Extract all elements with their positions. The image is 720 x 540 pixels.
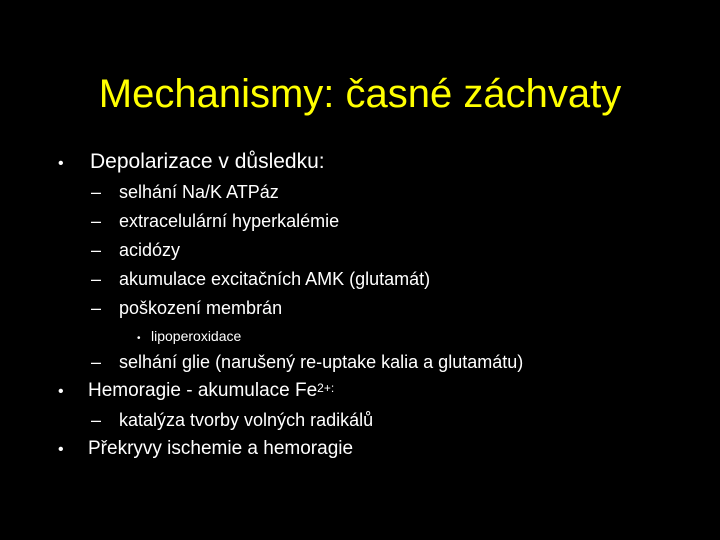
sub-item-text: extracelulární hyperkalémie bbox=[119, 211, 340, 231]
bullet-text-main: Hemoragie - akumulace Fe bbox=[88, 380, 318, 401]
dash-marker: – bbox=[91, 269, 102, 289]
sub-item-text: selhání glie (narušený re-uptake kalia a glutamátu) bbox=[119, 352, 524, 372]
bullet-item-prekryvy bbox=[58, 437, 354, 462]
dash-marker: – bbox=[91, 211, 102, 231]
bullet-item-hemoragie bbox=[58, 379, 335, 404]
sub-sub-item-lipoperoxidace bbox=[137, 327, 242, 348]
slide-title: Mechanismy: časné záchvaty bbox=[98, 72, 622, 116]
dash-marker: – bbox=[91, 298, 102, 318]
dash-marker: – bbox=[91, 352, 102, 372]
bullet-text bbox=[88, 379, 334, 403]
sub-item-hyperkalemie bbox=[91, 209, 340, 233]
sub-item-text: acidózy bbox=[119, 240, 181, 260]
sub-item-text: akumulace excitačních AMK (glutamát) bbox=[119, 269, 431, 289]
sub-item-poskozeni-membran bbox=[91, 296, 283, 320]
sub-item-acidozy bbox=[91, 238, 181, 262]
sub-item-atpaz bbox=[91, 180, 279, 204]
bullet-text: Překryvy ischemie a hemoragie bbox=[88, 438, 354, 459]
bullet-marker: • bbox=[58, 441, 64, 458]
superscript-charge: 2+: bbox=[317, 381, 335, 395]
sub-item-selhani-glie bbox=[91, 350, 524, 374]
dash-marker: – bbox=[91, 410, 102, 430]
bullet-marker: • bbox=[137, 333, 141, 344]
bullet-marker: • bbox=[58, 155, 64, 172]
bullet-text: Depolarizace v důsledku: bbox=[90, 150, 325, 173]
sub-item-akumulace-amk bbox=[91, 267, 431, 291]
dash-marker: – bbox=[91, 182, 102, 202]
dash-marker: – bbox=[91, 240, 102, 260]
sub-sub-item-text: lipoperoxidace bbox=[151, 328, 242, 344]
sub-item-katalyza bbox=[91, 408, 374, 432]
bullet-item-depolarizace bbox=[58, 148, 325, 178]
sub-item-text: selhání Na/K ATPáz bbox=[119, 182, 279, 202]
sub-item-text: poškození membrán bbox=[119, 298, 283, 318]
bullet-marker: • bbox=[58, 383, 64, 400]
sub-item-text: katalýza tvorby volných radikálů bbox=[119, 410, 374, 430]
